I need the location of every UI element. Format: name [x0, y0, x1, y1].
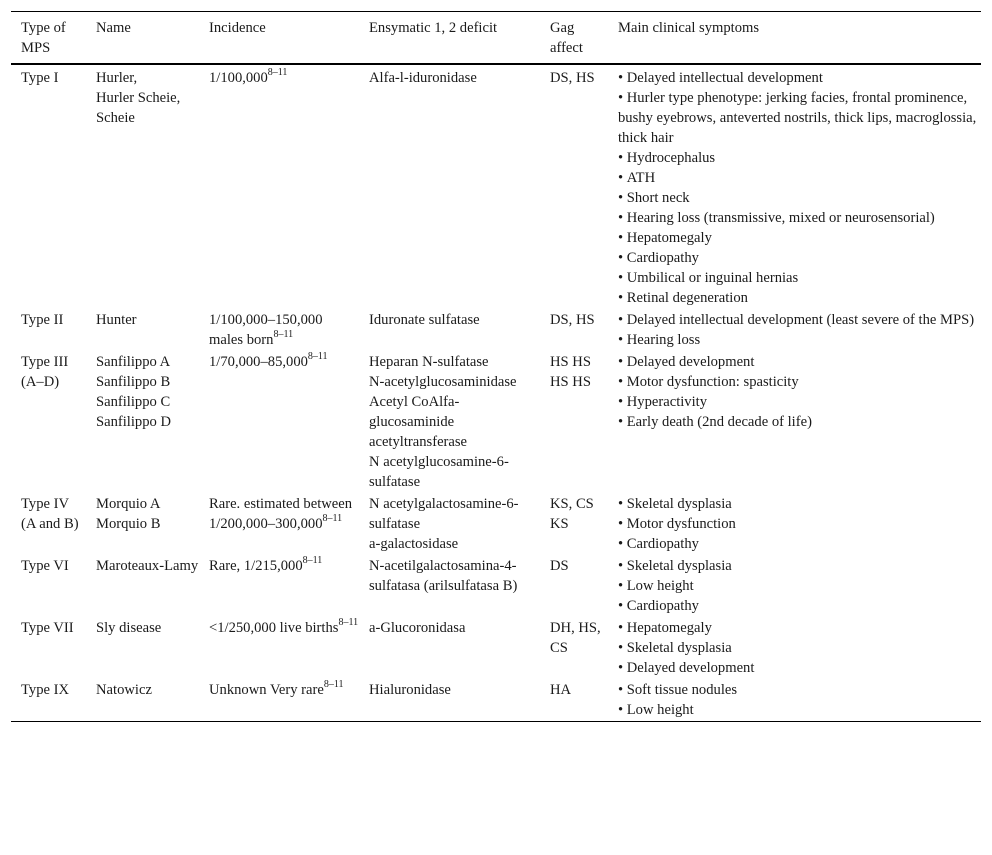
cell-type	[11, 64, 86, 309]
cell-incidence	[199, 617, 359, 679]
gag-value: HA	[550, 682, 572, 698]
syndrome-name: Sly disease	[96, 620, 162, 636]
cell-type	[11, 309, 86, 351]
enzyme-name: Alfa-l-iduronidase	[369, 70, 477, 86]
symptom-item: • Hepatomegaly	[618, 618, 981, 638]
header-incidence: Incidence	[209, 20, 266, 36]
enzyme-name: Hialuronidase	[369, 682, 451, 698]
incidence-value: 1/100,000–150,000 males born	[209, 312, 323, 348]
symptom-item: • Skeletal dysplasia	[618, 556, 981, 576]
cell-gag-affect	[540, 617, 608, 679]
symptom-item: • Short neck	[618, 188, 981, 208]
symptom-item: • Delayed development	[618, 352, 981, 372]
cell-gag-affect	[540, 679, 608, 722]
reference-superscript: 8–11	[338, 617, 359, 629]
table-header	[11, 12, 981, 65]
reference-superscript: 8–11	[267, 67, 288, 79]
cell-gag-affect	[540, 309, 608, 351]
symptom-item: • Skeletal dysplasia	[618, 638, 981, 658]
reference-superscript: 8–11	[273, 329, 294, 341]
symptom-item: • Low height	[618, 576, 981, 596]
enzyme-name: Iduronate sulfatase	[369, 312, 480, 328]
symptom-item: • Low height	[618, 700, 981, 720]
mps-type: Type IX	[21, 682, 70, 698]
symptom-item: • Delayed intellectual development	[618, 68, 981, 88]
enzyme-name: a-Glucoronidasa	[369, 620, 466, 636]
cell-symptoms	[608, 309, 981, 351]
cell-name	[86, 679, 199, 722]
gag-value: DH, HS, CS	[550, 620, 601, 656]
symptom-item: • Umbilical or inguinal hernias	[618, 268, 981, 288]
cell-type	[11, 617, 86, 679]
reference-superscript: 8–11	[307, 351, 328, 363]
syndrome-name: Morquio A	[96, 496, 161, 512]
mps-type: Type III (A–D)	[21, 354, 69, 390]
cell-incidence	[199, 309, 359, 351]
cell-incidence	[199, 64, 359, 309]
symptom-item: • Early death (2nd decade of life)	[618, 412, 981, 432]
reference-superscript: 8–11	[302, 555, 323, 567]
gag-value: DS, HS	[550, 312, 595, 328]
symptom-item: • Hurler type phenotype: jerking facies, frontal prominence, bushy eyebrows, anteverted nostrils, thick lips, macroglossia, thick hair	[618, 88, 981, 148]
symptom-item: • Delayed intellectual development (least severe of the MPS)	[618, 310, 981, 330]
incidence-value: Rare, 1/215,000	[209, 558, 303, 574]
table-row	[11, 555, 981, 617]
cell-enzyme-deficit	[359, 351, 540, 493]
cell-symptoms	[608, 64, 981, 309]
cell-type	[11, 493, 86, 555]
cell-enzyme-deficit	[359, 679, 540, 722]
symptom-item: • Hydrocephalus	[618, 148, 981, 168]
cell-name	[86, 351, 199, 493]
cell-gag-affect	[540, 351, 608, 493]
header-gag-affect: Gag affect	[550, 20, 583, 56]
cell-enzyme-deficit	[359, 555, 540, 617]
syndrome-name: Morquio B	[96, 516, 161, 532]
cell-gag-affect	[540, 555, 608, 617]
cell-gag-affect	[540, 64, 608, 309]
cell-gag-affect	[540, 493, 608, 555]
cell-symptoms	[608, 493, 981, 555]
enzyme-name: N-acetilgalactosamina-4-sulfatasa (arilsulfatasa B)	[369, 558, 518, 594]
cell-type	[11, 679, 86, 722]
enzyme-name: N acetylglucosamine-6-sulfatase	[369, 454, 509, 490]
incidence-value: Rare. estimated between 1/200,000–300,000	[209, 496, 353, 532]
mps-type: Type II	[21, 312, 64, 328]
incidence-value: 1/100,000	[209, 70, 268, 86]
syndrome-name: Scheie	[96, 110, 135, 126]
cell-type	[11, 351, 86, 493]
cell-incidence	[199, 679, 359, 722]
symptom-item: • Hearing loss (transmissive, mixed or neurosensorial)	[618, 208, 981, 228]
enzyme-name: Heparan N-sulfatase	[369, 354, 489, 370]
cell-enzyme-deficit	[359, 309, 540, 351]
syndrome-name: Hurler,	[96, 70, 138, 86]
syndrome-name: Hunter	[96, 312, 137, 328]
symptom-item: • Retinal degeneration	[618, 288, 981, 308]
cell-name	[86, 64, 199, 309]
cell-symptoms	[608, 679, 981, 722]
cell-name	[86, 617, 199, 679]
mps-type: Type VI	[21, 558, 69, 574]
enzyme-name: a-galactosidase	[369, 536, 459, 552]
incidence-value: <1/250,000 live births	[209, 620, 339, 636]
gag-value: DS, HS	[550, 70, 595, 86]
mps-type: Type IV (A and B)	[21, 496, 79, 532]
table-row	[11, 617, 981, 679]
symptom-item: • Motor dysfunction	[618, 514, 981, 534]
table-row	[11, 493, 981, 555]
header-main-clinical-symptoms: Main clinical symptoms	[618, 20, 760, 36]
header-name: Name	[96, 20, 131, 36]
symptom-item: • Motor dysfunction: spasticity	[618, 372, 981, 392]
cell-incidence	[199, 555, 359, 617]
reference-superscript: 8–11	[322, 513, 343, 525]
symptom-item: • Hyperactivity	[618, 392, 981, 412]
header-enzymatic-deficit: Ensymatic 1, 2 deficit	[369, 20, 498, 36]
symptom-item: • Soft tissue nodules	[618, 680, 981, 700]
symptom-item: • Hearing loss	[618, 330, 981, 350]
syndrome-name: Natowicz	[96, 682, 152, 698]
table-row	[11, 309, 981, 351]
cell-symptoms	[608, 617, 981, 679]
syndrome-name: Sanfilippo B	[96, 374, 171, 390]
cell-incidence	[199, 351, 359, 493]
incidence-value: 1/70,000–85,000	[209, 354, 308, 370]
cell-enzyme-deficit	[359, 64, 540, 309]
table-row	[11, 679, 981, 722]
syndrome-name: Sanfilippo A	[96, 354, 171, 370]
reference-superscript: 8–11	[323, 679, 344, 691]
symptom-item: • Skeletal dysplasia	[618, 494, 981, 514]
gag-value: DS	[550, 558, 569, 574]
syndrome-name: Sanfilippo D	[96, 414, 171, 430]
symptom-item: • Delayed development	[618, 658, 981, 678]
symptom-item: • Hepatomegaly	[618, 228, 981, 248]
cell-symptoms	[608, 351, 981, 493]
symptom-item: • Cardiopathy	[618, 534, 981, 554]
enzyme-name: N-acetylglucosaminidase	[369, 374, 517, 390]
cell-name	[86, 493, 199, 555]
syndrome-name: Hurler Scheie,	[96, 90, 181, 106]
cell-name	[86, 309, 199, 351]
gag-value: HS HS HS HS	[550, 354, 591, 390]
symptom-item: • ATH	[618, 168, 981, 188]
header-type-of-mps: Type of MPS	[21, 20, 66, 56]
table-body	[11, 64, 981, 722]
syndrome-name: Sanfilippo C	[96, 394, 171, 410]
mps-table	[11, 11, 981, 722]
symptom-item: • Cardiopathy	[618, 248, 981, 268]
cell-symptoms	[608, 555, 981, 617]
syndrome-name: Maroteaux-Lamy	[96, 558, 199, 574]
gag-value: KS, CS KS	[550, 496, 594, 532]
cell-type	[11, 555, 86, 617]
cell-name	[86, 555, 199, 617]
cell-enzyme-deficit	[359, 617, 540, 679]
cell-incidence	[199, 493, 359, 555]
enzyme-name: N acetylgalactosamine-6-sulfatase	[369, 496, 519, 532]
mps-type: Type I	[21, 70, 59, 86]
symptom-item: • Cardiopathy	[618, 596, 981, 616]
mps-type: Type VII	[21, 620, 74, 636]
enzyme-name: Acetyl CoAlfa-glucosaminide acetyltransferase	[369, 394, 468, 450]
table-row	[11, 351, 981, 493]
cell-enzyme-deficit	[359, 493, 540, 555]
incidence-value: Unknown Very rare	[209, 682, 324, 698]
table-row	[11, 64, 981, 309]
